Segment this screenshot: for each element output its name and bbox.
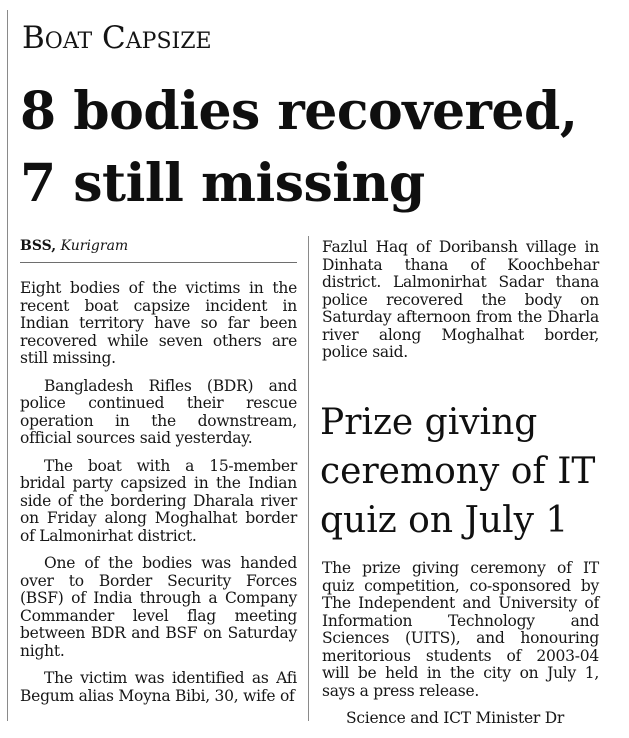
- byline-rule: [20, 262, 297, 263]
- article-column-left: [20, 280, 297, 715]
- kicker-text: Boat Capsize: [22, 20, 212, 56]
- byline-agency: BSS: [20, 238, 52, 254]
- article-continuation: Fazlul Haq of Doribansh village in Dinhata thana of Koochbehar district. Lalmonirhat Sadar thana police recovered the body on Saturday afternoon from the Dharla river along Moghalhat border, police said.: [322, 238, 599, 361]
- column-divider: [308, 236, 309, 721]
- byline: [20, 236, 128, 256]
- headline-line-1: 8 bodies recovered,: [20, 81, 578, 142]
- left-column-rule: [7, 10, 8, 721]
- article-paragraph-3: The boat with a 15-member bridal party capsized in the Indian side of the bordering Dharala river on Friday along Moghalhat border of Lalmonirhat district.: [20, 456, 297, 545]
- headline: [20, 76, 577, 220]
- second-headline-line-2: ceremony of IT: [320, 451, 596, 492]
- article-paragraph-5: The victim was identified as Afi Begum alias Moyna Bibi, 30, wife of: [20, 669, 297, 705]
- second-headline-line-3: quiz on July 1: [320, 500, 569, 541]
- second-article-body: [322, 560, 599, 738]
- kicker: [22, 20, 212, 56]
- second-headline-line-1: Prize giving: [320, 402, 538, 443]
- second-headline: [320, 398, 620, 545]
- article-paragraph-4: One of the bodies was handed over to Border Security Forces (BSF) of India through a Company Commander level flag meeting between BDR and BSF on Saturday night.: [20, 554, 297, 660]
- byline-place: Kurigram: [60, 238, 129, 254]
- article-column-right: [322, 239, 599, 372]
- byline-separator: ,: [51, 238, 57, 254]
- article-paragraph-1: Eight bodies of the victims in the recent boat capsize incident in Indian territory have so far been recovered while seven others are still missing.: [20, 279, 297, 367]
- second-article-paragraph-2: Science and ICT Minister Dr: [346, 709, 565, 727]
- headline-line-2: 7 still missing: [20, 153, 425, 214]
- second-article-paragraph-1: The prize giving ceremony of IT quiz competition, co-sponsored by The Independent and University of Information Technology and Sciences (UITS), and honouring meritorious students of 2003-04 will be held in the city on July 1, says a press release.: [322, 559, 599, 700]
- article-paragraph-2: Bangladesh Rifles (BDR) and police continued their rescue operation in the downstream, official sources said yesterday.: [20, 376, 297, 447]
